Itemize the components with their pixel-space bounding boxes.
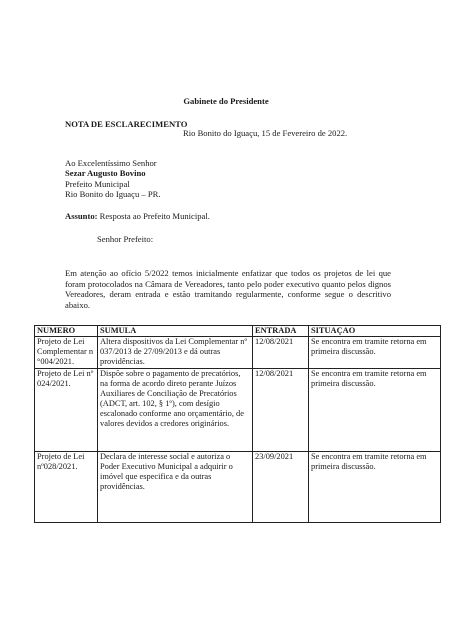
subject-text: Resposta ao Prefeito Municipal. [99,211,210,221]
addressee-name: Sezar Augusto Bovino [65,168,146,179]
addressee-place: Rio Bonito do Iguaçu – PR. [65,189,161,200]
cell-numero: Projeto de Lei nº 024/2021. [35,369,98,452]
header-sumula: SUMULA [98,326,253,337]
cell-numero: Projeto de Lei Complementar n °004/2021. [35,337,98,369]
header-entrada: ENTRADA [253,326,309,337]
greeting: Senhor Prefeito: [97,234,154,244]
addressee-role: Prefeito Municipal [65,178,130,189]
bills-table [34,325,441,523]
addressee-salutation: Ao Excelentíssimo Senhor [65,158,157,168]
table-row [35,337,441,369]
cell-numero: Projeto de Lei nº028/2021. [35,452,98,523]
page-title: Gabinete do Presidente [183,96,269,106]
cell-sumula: Declara de interesse social e autoriza o Poder Executivo Municipal a adquirir o imóvel que especifica e da outras providências. [98,452,253,523]
table-row [35,452,441,523]
cell-sumula: Dispõe sobre o pagamento de precatórios, na forma de acordo direto perante Juízos Auxiliares de Conciliação de Precatórios (ADCT, art. 102, § 1º), com desígio escalonado conforme ano orçamentário, de valores devidos a credores originários. [98,369,253,452]
cell-entrada: 23/09/2021 [253,452,309,523]
cell-sumula: Altera dispositivos da Lei Complementar nº 037/2013 de 27/09/2013 e dá outras providências. [98,337,253,369]
cell-situacao: Se encontra em tramite retorna em primeira discussão. [309,369,441,452]
body-paragraph: Em atenção ao ofício 5/2022 temos inicialmente enfatizar que todos os projetos de lei que foram protocolados na Câmara de Vereadores, tanto pelo poder executivo quanto pelos dignos Vereadores, deram entrada e estão tramitando regularmente, conforme segue o descritivo abaixo. [65,268,391,310]
cell-entrada: 12/08/2021 [253,369,309,452]
header-numero: NUMERO [35,326,98,337]
cell-entrada: 12/08/2021 [253,337,309,369]
cell-situacao: Se encontra em tramite retorna em primeira discussão. [309,452,441,523]
addressee-block [65,158,161,200]
note-date: Rio Bonito do Iguaçu, 15 de Fevereiro de 2022. [183,128,348,138]
subject-label: Assunto: [65,211,98,221]
note-heading: NOTA DE ESCLARECIMENTO [65,119,188,129]
table-row [35,369,441,452]
header-situacao: SITUAÇAO [309,326,441,337]
table-header-row [35,326,441,337]
cell-situacao: Se encontra em tramite retorna em primeira discussão. [309,337,441,369]
subject-line [65,211,210,221]
